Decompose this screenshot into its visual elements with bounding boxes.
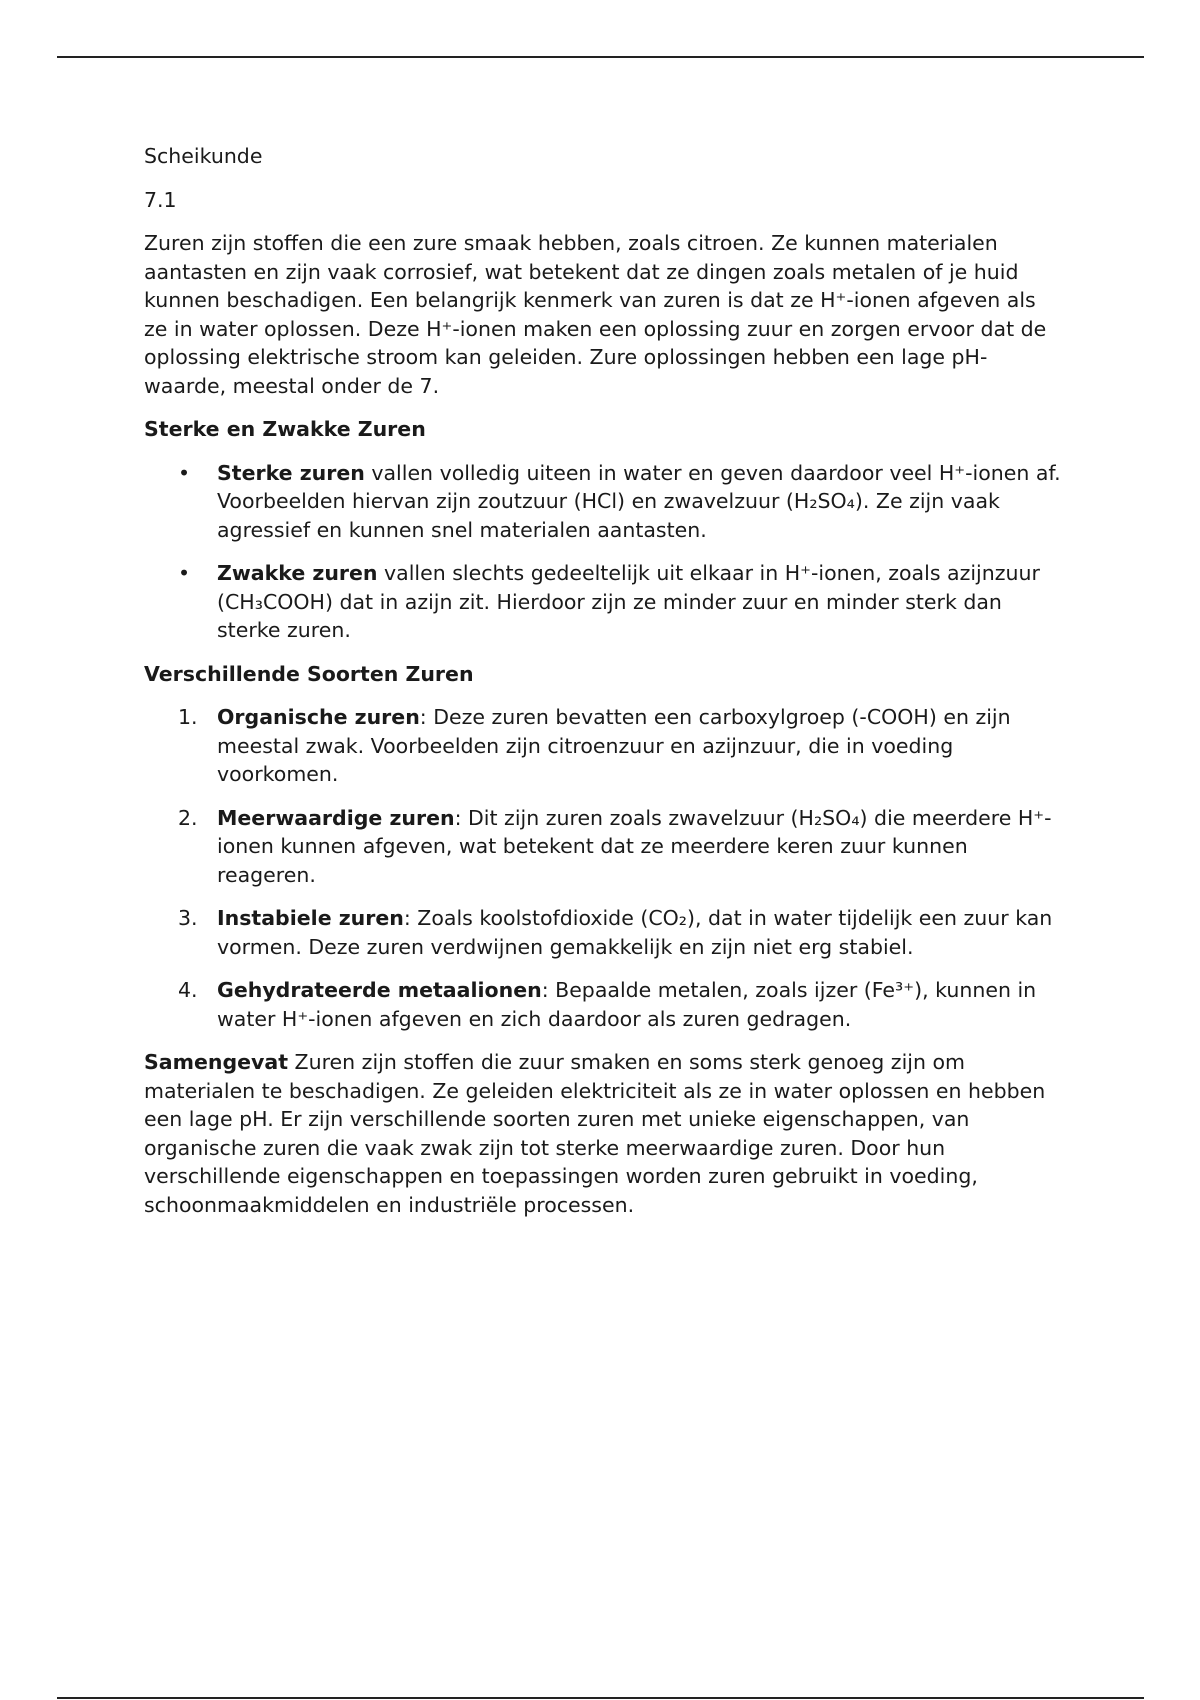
term-label: Sterke zuren: [217, 460, 365, 485]
bullet-marker: •: [178, 561, 191, 585]
bullet-list-zuren: [144, 459, 1064, 645]
term-label: Meerwaardige zuren: [217, 805, 455, 830]
numbered-list-soorten: [144, 703, 1064, 1033]
list-item: [144, 976, 1064, 1033]
item-text: : Deze zuren bevatten een carboxylgroep (-COOH) en zijn meestal zwak. Voorbeelden zijn citroenzuur en azijnzuur, die in voeding voorkomen.: [217, 705, 1011, 786]
list-item: [144, 703, 1064, 789]
item-text: vallen slechts gedeeltelijk uit elkaar in H⁺-ionen, zoals azijnzuur (CH₃COOH) dat in azijn zit. Hierdoor zijn ze minder zuur en minder sterk dan sterke zuren.: [217, 561, 1040, 642]
list-item: [144, 459, 1064, 545]
number-marker: 4.: [178, 978, 198, 1002]
number-marker: 3.: [178, 906, 198, 930]
summary-label: Samengevat: [144, 1050, 289, 1074]
list-item: [144, 559, 1064, 645]
item-text: vallen volledig uiteen in water en geven daardoor veel H⁺-ionen af. Voorbeelden hiervan zijn zoutzuur (HCl) en zwavelzuur (H₂SO₄). Ze zijn vaak agressief en kunnen snel materialen aantasten.: [217, 460, 1061, 542]
term-label: Gehydrateerde metaalionen: [217, 978, 542, 1002]
chapter-number: 7.1: [144, 187, 177, 212]
item-text: : Bepaalde metalen, zoals ijzer (Fe³⁺), kunnen in water H⁺-ionen afgeven en zich daardoor als zuren gedragen.: [217, 978, 1037, 1031]
section-heading-soorten: Verschillende Soorten Zuren: [144, 661, 474, 686]
header-rule: [57, 56, 1144, 58]
item-text: : Zoals koolstofdioxide (CO₂), dat in water tijdelijk een zuur kan vormen. Deze zuren verdwijnen gemakkelijk en zijn niet erg stabiel.: [217, 906, 1053, 959]
list-item: [144, 904, 1064, 961]
footer-rule: [57, 1697, 1144, 1699]
term-label: Zwakke zuren: [217, 561, 378, 585]
number-marker: 2.: [178, 805, 198, 830]
intro-paragraph: Zuren zijn stoffen die een zure smaak hebben, zoals citroen. Ze kunnen materialen aantasten en zijn vaak corrosief, wat betekent dat ze dingen zoals metalen of je huid kunnen beschadigen. Een belangrijk kenmerk van zuren is dat ze H⁺-ionen afgeven als ze in water oplossen. Deze H⁺-ionen maken een oplossing zuur en zorgen ervoor dat de oplossing elektrische stroom kan geleiden. Zure oplossingen hebben een lage pH-waarde, meestal onder de 7.: [144, 231, 1047, 398]
subject-title: Scheikunde: [144, 144, 263, 168]
term-label: Instabiele zuren: [217, 906, 404, 930]
summary-paragraph: [144, 1048, 1064, 1219]
section-heading-sterke-zwakke: Sterke en Zwakke Zuren: [144, 417, 426, 441]
list-item: [144, 804, 1064, 890]
document-body: [144, 142, 1064, 1234]
bullet-marker: •: [178, 460, 191, 485]
summary-text: Zuren zijn stoffen die zuur smaken en soms sterk genoeg zijn om materialen te beschadigen. Ze geleiden elektriciteit als ze in water oplossen en hebben een lage pH. Er zijn verschillende soorten zuren met unieke eigenschappen, van organische zuren die vaak zwak zijn tot sterke meerwaardige zuren. Door hun verschillende eigenschappen en toepassingen worden zuren gebruikt in voeding, schoonmaakmiddelen en industriële processen.: [144, 1050, 1046, 1217]
item-text: : Dit zijn zuren zoals zwavelzuur (H₂SO₄) die meerdere H⁺-ionen kunnen afgeven, wat betekent dat ze meerdere keren zuur kunnen reageren.: [217, 805, 1052, 887]
number-marker: 1.: [178, 705, 198, 729]
term-label: Organische zuren: [217, 705, 420, 729]
